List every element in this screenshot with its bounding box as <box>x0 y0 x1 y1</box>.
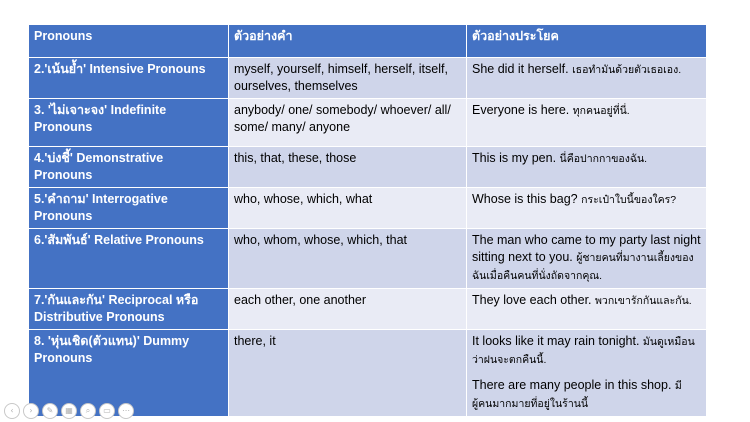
example-sentence-cell <box>467 330 707 417</box>
example-sentence-th: มันดูเหมือนว่าฝนจะตกคืนนี้. <box>472 336 695 366</box>
example-words-cell: who, whose, which, what <box>229 188 467 229</box>
previous-slide-icon[interactable]: ‹ <box>4 403 20 419</box>
example-words-cell: this, that, these, those <box>229 147 467 188</box>
table-row <box>29 58 707 99</box>
example-sentence-2 <box>472 377 701 413</box>
table-row <box>29 188 707 229</box>
example-sentence-en: She did it herself. <box>472 62 569 76</box>
example-sentence-th: นี่คือปากกาของฉัน. <box>559 153 648 165</box>
pronoun-type-cell: 4.'บ่งชี้' Demonstrative Pronouns <box>29 147 229 188</box>
example-sentence-th: พวกเขารักกันและกัน. <box>595 295 692 307</box>
example-words-cell: there, it <box>229 330 467 417</box>
column-header-example-words: ตัวอย่างคำ <box>229 25 467 58</box>
table-row <box>29 147 707 188</box>
example-sentence-en: Everyone is here. <box>472 103 570 117</box>
pronoun-type-cell: 6.'สัมพันธ์' Relative Pronouns <box>29 229 229 289</box>
example-sentence-en: The man who came to my party last night sitting next to you. <box>472 233 701 264</box>
example-sentence-th: ทุกคนอยู่ที่นี่. <box>572 105 630 117</box>
example-sentence-cell <box>467 289 707 330</box>
example-words-cell: anybody/ one/ somebody/ whoever/ all/ some/ many/ anyone <box>229 99 467 147</box>
example-sentence-en: It looks like it may rain tonight. <box>472 334 640 348</box>
pronoun-type-cell: 8. 'หุ่นเชิด(ตัวแทน)' Dummy Pronouns <box>29 330 229 417</box>
example-sentence-en: Whose is this bag? <box>472 192 578 206</box>
example-sentence-cell <box>467 229 707 289</box>
zoom-icon[interactable]: ⌕ <box>80 403 96 419</box>
pen-icon[interactable]: ✎ <box>42 403 58 419</box>
example-sentence-cell <box>467 58 707 99</box>
more-options-icon[interactable]: ⋯ <box>118 403 134 419</box>
subtitles-icon[interactable]: ▭ <box>99 403 115 419</box>
table-row <box>29 289 707 330</box>
table-row <box>29 99 707 147</box>
slideshow-toolbar <box>4 403 134 419</box>
example-sentence-cell <box>467 188 707 229</box>
example-sentence-th: เธอทำมันด้วยตัวเธอเอง. <box>572 64 682 76</box>
pronoun-type-cell: 5.'คำถาม' Interrogative Pronouns <box>29 188 229 229</box>
column-header-pronouns: Pronouns <box>29 25 229 58</box>
example-sentence-cell <box>467 99 707 147</box>
column-header-example-sentences: ตัวอย่างประโยค <box>467 25 707 58</box>
example-words-cell: each other, one another <box>229 289 467 330</box>
pronoun-type-cell: 2.'เน้นย้ำ' Intensive Pronouns <box>29 58 229 99</box>
example-sentence-en: This is my pen. <box>472 151 557 165</box>
example-sentence-th: กระเป๋าใบนี้ของใคร? <box>581 194 677 206</box>
example-sentence-cell <box>467 147 707 188</box>
pronoun-type-cell: 7.'กันและกัน' Reciprocal หรือ Distributive Pronouns <box>29 289 229 330</box>
example-words-cell: myself, yourself, himself, herself, itself, ourselves, themselves <box>229 58 467 99</box>
example-sentence-en: They love each other. <box>472 293 592 307</box>
example-sentence-en: There are many people in this shop. <box>472 378 672 392</box>
pronoun-type-cell: 3. 'ไม่เจาะจง' Indefinite Pronouns <box>29 99 229 147</box>
table-row <box>29 229 707 289</box>
slides-grid-icon[interactable]: ▦ <box>61 403 77 419</box>
example-sentence-th: ผู้ชายคนที่มางานเลี้ยงของฉันเมื่อคืนคนที่นั่งถัดจากคุณ. <box>472 252 694 282</box>
example-sentence-th: มีผู้คนมากมายที่อยู่ในร้านนี้ <box>472 380 682 410</box>
example-sentence-1 <box>472 333 701 369</box>
pronouns-table <box>28 24 707 417</box>
next-slide-icon[interactable]: › <box>23 403 39 419</box>
table-header-row <box>29 25 707 58</box>
example-words-cell: who, whom, whose, which, that <box>229 229 467 289</box>
